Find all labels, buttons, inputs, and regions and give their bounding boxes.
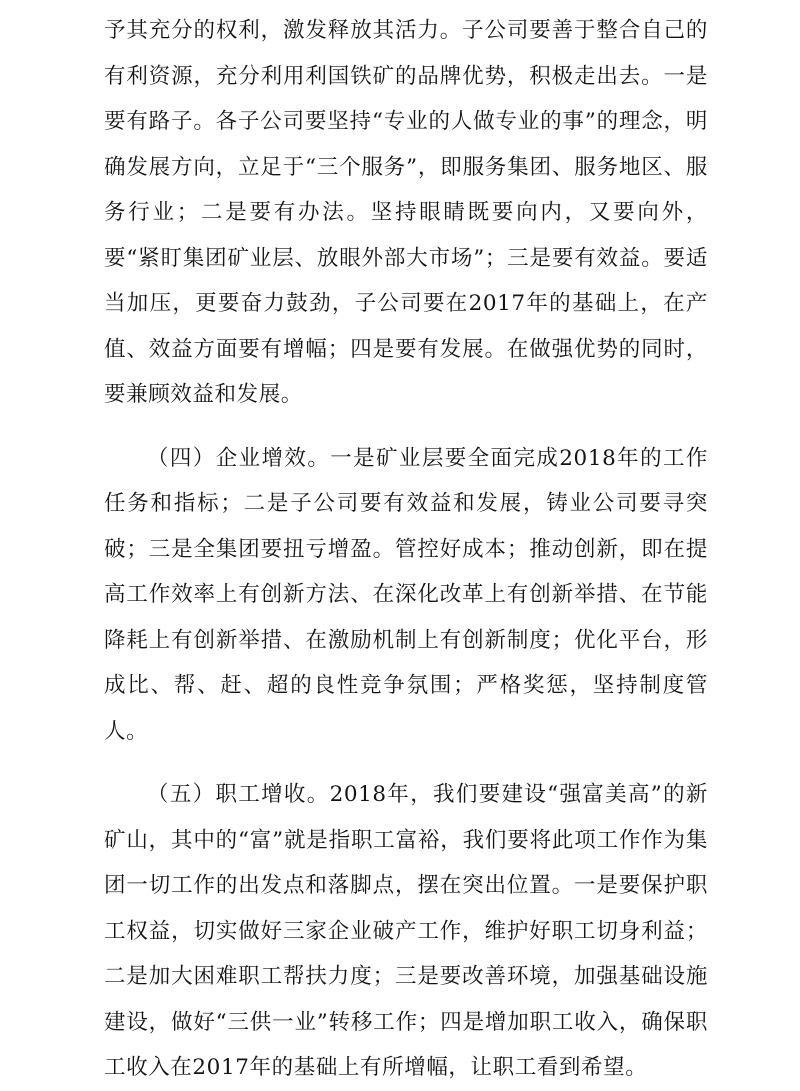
paragraph-section-five: （五）职工增收。2018年，我们要建设“强富美高”的新矿山，其中的“富”就是指职工富裕，我们要将此项工作作为集团一切工作的出发点和落脚点，摆在突出位置。一是要保护职工权益，切实做好三家企业破产工作，维护好职工切身利益；二是加大困难职工帮扶力度；三是要改善环境，加强基础设施建设，做好“三供一业”转移工作；四是增加职工收入，确保职工收入在2017年的基础上有所增幅，让职工看到希望。 [104, 782, 708, 1080]
paragraph-body: 予其充分的权利，激发释放其活力。子公司要善于整合自己的有利资源，充分利用利国铁矿的品牌优势，积极走出去。一是要有路子。各子公司要坚持“专业的人做专业的事”的理念，明确发展方向，立足于“三个服务”，即服务集团、服务地区、服务行业；二是要有办法。坚持眼睛既要向内，又要向外，要“紧盯集团矿业层、放眼外部大市场”；三是要有效益。要适当加压，更要奋力鼓劲，子公司要在2017年的基础上，在产值、效益方面要有增幅；四是要有发展。在做强优势的同时，要兼顾效益和发展。 [104, 18, 708, 407]
paragraph-spacer [104, 754, 708, 772]
paragraph-spacer [104, 418, 708, 436]
paragraph-section-four: （四）企业增效。一是矿业层要全面完成2018年的工作任务和指标；二是子公司要有效益和发展，铸业公司要寻突破；三是全集团要扭亏增盈。管控好成本；推动创新，即在提高工作效率上有创新方法、在深化改革上有创新举措、在节能降耗上有创新举措、在激励机制上有创新制度；优化平台，形成比、帮、赶、超的良性竞争氛围；严格奖惩，坚持制度管人。 [104, 445, 708, 744]
